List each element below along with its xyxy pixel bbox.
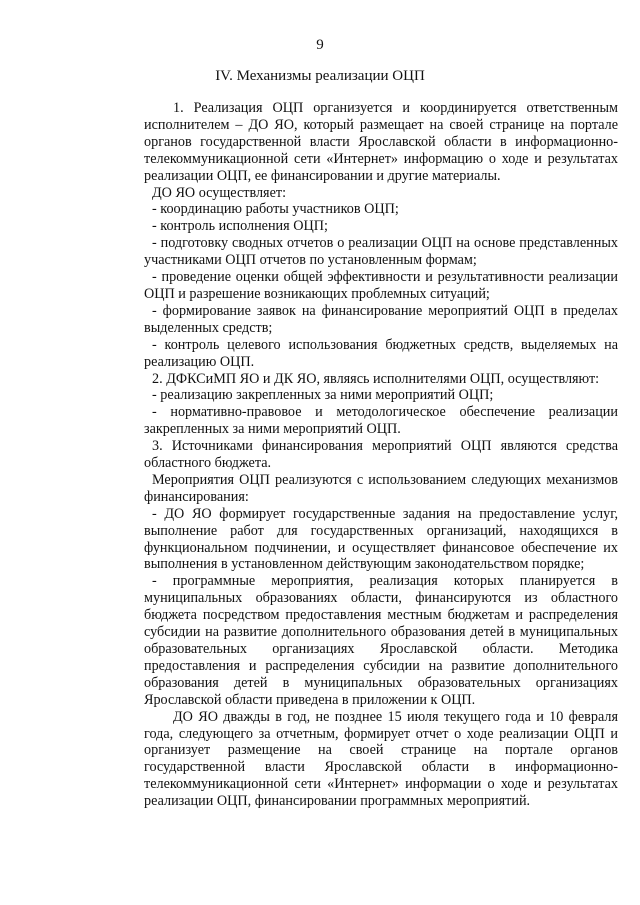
paragraph: ДО ЯО дважды в год, не позднее 15 июля текущего года и 10 февраля года, следующего за отчетным, формирует отчет о ходе реализации ОЦП и организует размещение на своей странице на портале органов государственной власти Ярославской области в информационно-телекоммуникационной сети «Интернет» информации о ходе и результатах реализации ОЦП, финансировании программных мероприятий. — [144, 708, 618, 810]
page-number: 9 — [316, 37, 324, 53]
paragraph: - программные мероприятия, реализация которых планируется в муниципальных образованиях области, финансируются из областного бюджета посредством предоставления местным бюджетам и распределения субсидии на развитие дополнительного образования детей в муниципальных образовательных организациях Ярославской области. Методика предоставления и распределения субсидии на развитие дополнительного образования детей в муниципальных образовательных организациях Ярославской области приведена в приложении к ОЦП. — [144, 573, 618, 708]
section-title: IV. Механизмы реализации ОЦП — [215, 68, 425, 84]
document-body — [144, 100, 618, 810]
paragraph: - координацию работы участников ОЦП; — [152, 201, 399, 218]
paragraph: - нормативно-правовое и методологическое обеспечение реализации закрепленных за ними мероприятий ОЦП. — [144, 404, 618, 438]
paragraph: - проведение оценки общей эффективности и результативности реализации ОЦП и разрешение возникающих проблемных ситуаций; — [144, 269, 618, 302]
paragraph: - подготовку сводных отчетов о реализации ОЦП на основе представленных участниками ОЦП отчетов по установленным формам; — [144, 235, 618, 269]
paragraph: Мероприятия ОЦП реализуются с использованием следующих механизмов финансирования: — [144, 471, 618, 505]
paragraph: - контроль целевого использования бюджетных средств, выделяемых на реализацию ОЦП. — [144, 336, 618, 370]
paragraph: 2. ДФКСиМП ЯО и ДК ЯО, являясь исполнителями ОЦП, осуществляют: — [152, 370, 600, 387]
paragraph: - ДО ЯО формирует государственные задания на предоставление услуг, выполнение работ для государственных организаций, находящихся в функциональном подчинении, и осуществляет финансовое обеспечение их выполнения в установленном действующим законодательством порядке; — [144, 505, 618, 573]
paragraph: - формирование заявок на финансирование мероприятий ОЦП в пределах выделенных средств; — [144, 302, 618, 336]
paragraph: - контроль исполнения ОЦП; — [152, 218, 328, 235]
paragraph: 3. Источниками финансирования мероприятий ОЦП являются средства областного бюджета. — [144, 438, 618, 472]
paragraph: 1. Реализация ОЦП организуется и координируется ответственным исполнителем – ДО ЯО, который размещает на своей странице на портале органов государственной власти Ярославской области в информационно-телекоммуникационной сети «Интернет» информацию о ходе и результатах реализации ОЦП, ее финансировании и другие материалы. — [144, 100, 618, 184]
paragraph: - реализацию закрепленных за ними мероприятий ОЦП; — [152, 387, 494, 404]
paragraph: ДО ЯО осуществляет: — [152, 184, 287, 201]
